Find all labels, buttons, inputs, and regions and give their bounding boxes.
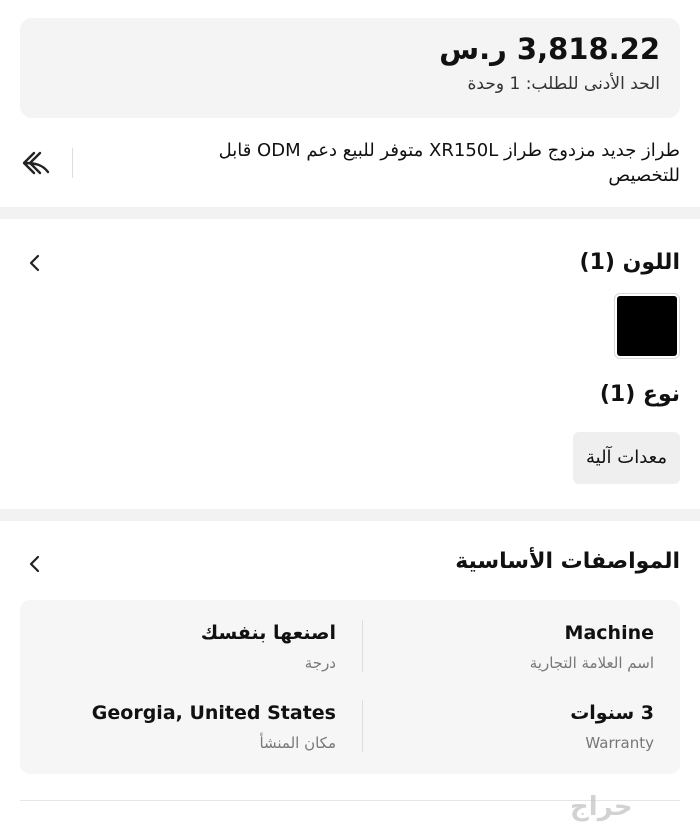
spec-warranty-value: 3 سنوات	[570, 702, 654, 724]
color-swatch-black[interactable]	[614, 293, 680, 359]
swatch-fill	[617, 296, 677, 356]
spec-brand-value: Machine	[564, 622, 654, 644]
column-divider	[362, 700, 363, 752]
column-divider	[362, 620, 363, 672]
price-value: 3,818.22 ر.س	[439, 32, 660, 66]
specs-grid	[20, 600, 680, 774]
specs-section-title: المواصفات الأساسية	[455, 549, 680, 574]
product-title: طراز جديد مزدوج طراز XR150L متوفر للبيع دعم ODM قابل للتخصيص	[218, 140, 680, 186]
share-icon[interactable]	[20, 146, 54, 180]
divider	[72, 148, 73, 178]
color-section-title: اللون (1)	[579, 250, 680, 275]
section-separator	[0, 207, 700, 219]
chevron-left-icon[interactable]	[26, 554, 44, 574]
spec-brand-label: اسم العلامة التجارية	[529, 654, 654, 672]
spec-origin-label: مكان المنشأ	[259, 734, 336, 752]
chevron-left-icon[interactable]	[26, 253, 44, 273]
section-separator	[0, 509, 700, 521]
min-order-quantity: الحد الأدنى للطلب: 1 وحدة	[467, 74, 660, 94]
spec-warranty-label: Warranty	[585, 734, 654, 752]
spec-grade-label: درجة	[304, 654, 336, 672]
spec-origin-value: Georgia, United States	[91, 702, 336, 724]
type-section-title: نوع (1)	[599, 382, 680, 407]
type-option-chip[interactable]: معدات آلية	[573, 432, 680, 484]
watermark-logo: حراج	[570, 792, 633, 822]
spec-grade-value: اصنعها بنفسك	[200, 622, 336, 644]
price-card	[20, 18, 680, 118]
